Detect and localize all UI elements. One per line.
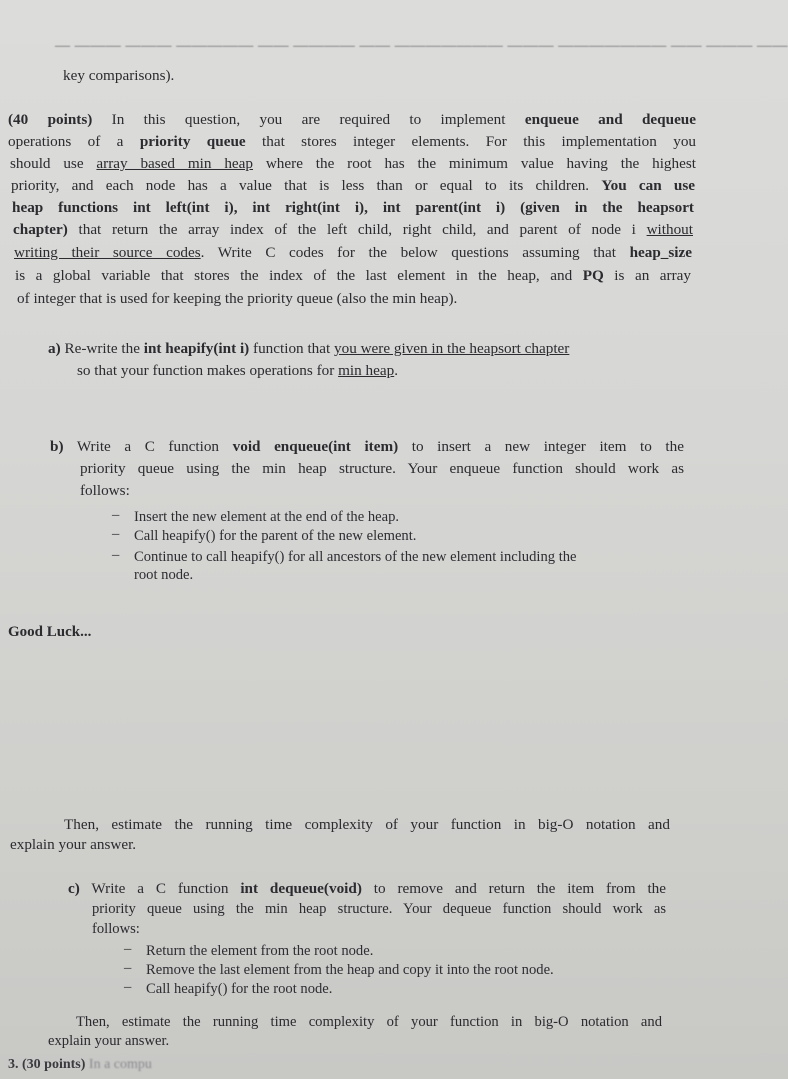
then-estimate-1-line-1: Then, estimate the running time complexity of your function in big-O notation and <box>64 816 670 833</box>
then-estimate-2-line-1: Then, estimate the running time complexity of your function in big-O notation and <box>76 1014 662 1030</box>
dequeue-step-1: Return the element from the root node. <box>146 943 374 959</box>
enqueue-step-3: Continue to call heapify() for all ancestors of the new element including the <box>134 549 577 565</box>
bullet-dash: – <box>124 979 132 995</box>
q2-line-6: chapter) that return the array index of the left child, right child, and parent of node i without <box>13 221 693 238</box>
part-b-line-1: b) Write a C function void enqueue(int item) to insert a new integer item to the <box>50 438 684 455</box>
top-fragment: key comparisons). <box>63 67 175 84</box>
good-luck: Good Luck... <box>8 624 92 640</box>
part-c-line-1: c) Write a C function int dequeue(void) to remove and return the item from the <box>68 880 667 897</box>
part-a-line-2: so that your function makes operations for min heap. <box>77 362 398 379</box>
part-b-line-3: follows: <box>80 482 130 499</box>
bullet-dash: – <box>112 526 120 542</box>
part-b-line-2: priority queue using the min heap structure. Your enqueue function should work as <box>80 460 684 477</box>
enqueue-step-4: root node. <box>134 567 194 583</box>
dequeue-step-3: Call heapify() for the root node. <box>146 981 333 997</box>
bullet-dash: – <box>124 960 132 976</box>
question-3-fragment: 3. (30 points) In a compu <box>8 1057 152 1072</box>
q2-line-7: writing their source codes. Write C codes for the below questions assuming that heap_size <box>14 244 693 261</box>
bullet-dash: – <box>124 941 132 957</box>
q2-line-4: priority, and each node has a value that is less than or equal to its children. You can use <box>11 177 695 194</box>
then-estimate-1-line-2: explain your answer. <box>10 836 137 853</box>
cropped-previous-line: — ——— ——— ————— —— ———— —— ——————— ——— ——————— —— ——— —— <box>55 38 788 54</box>
then-estimate-2-line-2: explain your answer. <box>48 1033 170 1049</box>
bullet-dash: – <box>112 547 120 563</box>
part-c-line-3: follows: <box>92 921 140 937</box>
q2-line-5: heap functions int left(int i), int right(int i), int parent(int i) (given in the heapsort <box>12 199 694 216</box>
part-c-line-2: priority queue using the min heap structure. Your dequeue function should work as <box>92 901 666 917</box>
q2-points: (40 points) <box>8 111 93 128</box>
q2-line-1: (40 points) In this question, you are required to implement enqueue and dequeue <box>8 111 696 128</box>
enqueue-step-2: Call heapify() for the parent of the new element. <box>134 528 417 544</box>
q2-line-8: is a global variable that stores the index of the last element in the heap, and PQ is an array <box>15 267 691 284</box>
q2-line-9: of integer that is used for keeping the priority queue (also the min heap). <box>17 290 458 307</box>
dequeue-step-2: Remove the last element from the heap and copy it into the root node. <box>146 962 554 978</box>
bullet-dash: – <box>112 507 120 523</box>
q2-line-3: should use array based min heap where the root has the minimum value having the highest <box>10 155 696 172</box>
q2-line-2: operations of a priority queue that stores integer elements. For this implementation you <box>8 133 697 150</box>
part-a-line-1: a) Re-write the int heapify(int i) function that you were given in the heapsort chapter <box>48 340 570 357</box>
enqueue-step-1: Insert the new element at the end of the heap. <box>134 509 400 525</box>
